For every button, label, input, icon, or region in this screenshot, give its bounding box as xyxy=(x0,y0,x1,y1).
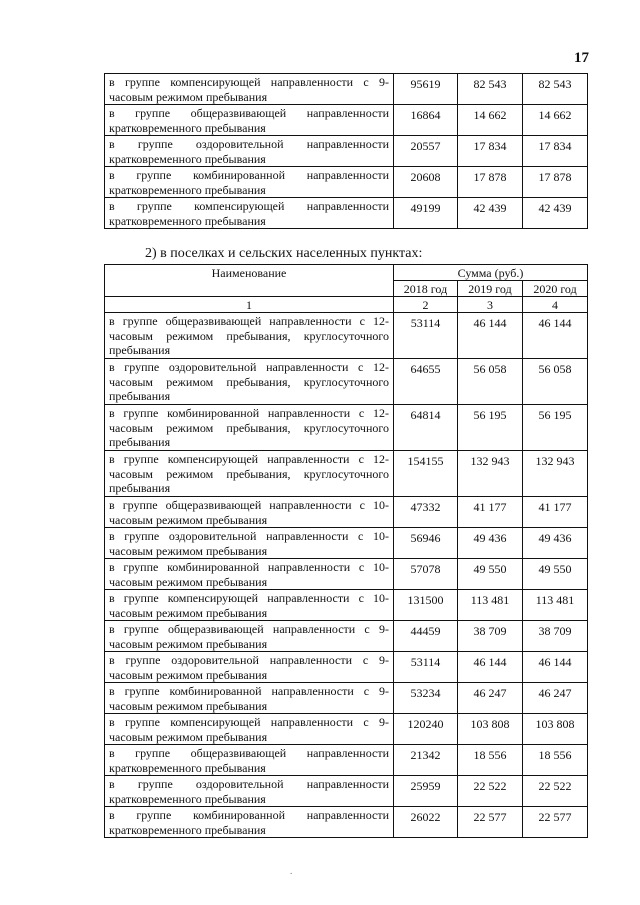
value-2019-cell: 41 177 xyxy=(458,497,523,528)
header-name: Наименование xyxy=(105,265,394,297)
value-2020-cell: 41 177 xyxy=(523,497,588,528)
value-2019-cell: 46 144 xyxy=(458,313,523,359)
group-name-cell: в группе комбинированной направленности кратковременного пребывания xyxy=(105,167,394,198)
value-2020-cell: 46 144 xyxy=(523,652,588,683)
value-2020-cell: 18 556 xyxy=(523,745,588,776)
value-2018-cell: 64814 xyxy=(394,405,458,451)
table-row xyxy=(105,198,588,229)
value-2020-cell: 22 577 xyxy=(523,807,588,838)
page-number: 17 xyxy=(574,50,589,66)
value-2019-cell: 49 550 xyxy=(458,559,523,590)
table-row xyxy=(105,74,588,105)
table-cities-continued xyxy=(104,73,588,229)
group-name-cell: в группе компенсирующей направленности с 9-часовым режимом пребывания xyxy=(105,714,394,745)
table-villages xyxy=(104,264,588,838)
value-2020-cell: 14 662 xyxy=(523,105,588,136)
group-name-cell: в группе оздоровительной направленности с 9-часовым режимом пребывания xyxy=(105,652,394,683)
value-2018-cell: 49199 xyxy=(394,198,458,229)
value-2018-cell: 154155 xyxy=(394,451,458,497)
value-2020-cell: 38 709 xyxy=(523,621,588,652)
value-2018-cell: 53234 xyxy=(394,683,458,714)
value-2018-cell: 44459 xyxy=(394,621,458,652)
header-col-4: 4 xyxy=(523,297,588,313)
group-name-cell: в группе компенсирующей направленности с 12-часовым режимом пребывания, круглосуточного пребывания xyxy=(105,451,394,497)
value-2020-cell: 22 522 xyxy=(523,776,588,807)
header-col-2: 2 xyxy=(394,297,458,313)
group-name-cell: в группе оздоровительной направленности кратковременного пребывания xyxy=(105,776,394,807)
group-name-cell: в группе общеразвивающей направленности кратковременного пребывания xyxy=(105,105,394,136)
group-name-cell: в группе компенсирующей направленности кратковременного пребывания xyxy=(105,198,394,229)
value-2020-cell: 46 247 xyxy=(523,683,588,714)
value-2018-cell: 16864 xyxy=(394,105,458,136)
table-row xyxy=(105,105,588,136)
table-row xyxy=(105,528,588,559)
value-2018-cell: 131500 xyxy=(394,590,458,621)
group-name-cell: в группе компенсирующей направленности с 9-часовым режимом пребывания xyxy=(105,74,394,105)
value-2018-cell: 26022 xyxy=(394,807,458,838)
group-name-cell: в группе комбинированной направленности с 9-часовым режимом пребывания xyxy=(105,683,394,714)
table-row xyxy=(105,776,588,807)
header-2020: 2020 год xyxy=(523,281,588,297)
value-2019-cell: 22 522 xyxy=(458,776,523,807)
value-2020-cell: 46 144 xyxy=(523,313,588,359)
group-name-cell: в группе комбинированной направленности с 10-часовым режимом пребывания xyxy=(105,559,394,590)
table-row xyxy=(105,497,588,528)
value-2018-cell: 53114 xyxy=(394,313,458,359)
table-row xyxy=(105,745,588,776)
value-2018-cell: 120240 xyxy=(394,714,458,745)
value-2019-cell: 22 577 xyxy=(458,807,523,838)
value-2018-cell: 20608 xyxy=(394,167,458,198)
group-name-cell: в группе общеразвивающей направленности с 10-часовым режимом пребывания xyxy=(105,497,394,528)
value-2019-cell: 82 543 xyxy=(458,74,523,105)
table-row xyxy=(105,652,588,683)
value-2018-cell: 53114 xyxy=(394,652,458,683)
value-2020-cell: 103 808 xyxy=(523,714,588,745)
group-name-cell: в группе комбинированной направленности кратковременного пребывания xyxy=(105,807,394,838)
table-row xyxy=(105,451,588,497)
section-caption: 2) в поселках и сельских населенных пунктах: xyxy=(145,246,423,261)
table-row xyxy=(105,621,588,652)
value-2018-cell: 21342 xyxy=(394,745,458,776)
header-col-3: 3 xyxy=(458,297,523,313)
value-2019-cell: 17 834 xyxy=(458,136,523,167)
table-row xyxy=(105,807,588,838)
value-2020-cell: 49 550 xyxy=(523,559,588,590)
table-row xyxy=(105,313,588,359)
value-2020-cell: 17 834 xyxy=(523,136,588,167)
value-2019-cell: 56 195 xyxy=(458,405,523,451)
value-2019-cell: 17 878 xyxy=(458,167,523,198)
value-2019-cell: 103 808 xyxy=(458,714,523,745)
value-2018-cell: 25959 xyxy=(394,776,458,807)
value-2019-cell: 18 556 xyxy=(458,745,523,776)
table-row xyxy=(105,559,588,590)
group-name-cell: в группе общеразвивающей направленности с 9-часовым режимом пребывания xyxy=(105,621,394,652)
table-row xyxy=(105,359,588,405)
table2-header xyxy=(105,265,588,313)
value-2019-cell: 14 662 xyxy=(458,105,523,136)
group-name-cell: в группе комбинированной направленности с 12-часовым режимом пребывания, круглосуточного пребывания xyxy=(105,405,394,451)
scan-mark: . xyxy=(290,866,293,876)
value-2020-cell: 56 195 xyxy=(523,405,588,451)
value-2020-cell: 113 481 xyxy=(523,590,588,621)
value-2019-cell: 56 058 xyxy=(458,359,523,405)
table1-body xyxy=(105,74,588,229)
group-name-cell: в группе компенсирующей направленности с 10-часовым режимом пребывания xyxy=(105,590,394,621)
value-2019-cell: 38 709 xyxy=(458,621,523,652)
group-name-cell: в группе общеразвивающей направленности кратковременного пребывания xyxy=(105,745,394,776)
value-2019-cell: 42 439 xyxy=(458,198,523,229)
value-2020-cell: 132 943 xyxy=(523,451,588,497)
value-2018-cell: 64655 xyxy=(394,359,458,405)
value-2020-cell: 82 543 xyxy=(523,74,588,105)
header-2018: 2018 год xyxy=(394,281,458,297)
table-row xyxy=(105,590,588,621)
table-row xyxy=(105,683,588,714)
group-name-cell: в группе оздоровительной направленности кратковременного пребывания xyxy=(105,136,394,167)
value-2020-cell: 56 058 xyxy=(523,359,588,405)
value-2019-cell: 132 943 xyxy=(458,451,523,497)
value-2019-cell: 49 436 xyxy=(458,528,523,559)
value-2018-cell: 95619 xyxy=(394,74,458,105)
group-name-cell: в группе общеразвивающей направленности с 12-часовым режимом пребывания, круглосуточного пребывания xyxy=(105,313,394,359)
table-row xyxy=(105,167,588,198)
table-row xyxy=(105,714,588,745)
value-2018-cell: 56946 xyxy=(394,528,458,559)
table-row xyxy=(105,405,588,451)
value-2019-cell: 113 481 xyxy=(458,590,523,621)
value-2018-cell: 20557 xyxy=(394,136,458,167)
value-2019-cell: 46 144 xyxy=(458,652,523,683)
group-name-cell: в группе оздоровительной направленности с 10-часовым режимом пребывания xyxy=(105,528,394,559)
value-2019-cell: 46 247 xyxy=(458,683,523,714)
value-2020-cell: 49 436 xyxy=(523,528,588,559)
value-2020-cell: 42 439 xyxy=(523,198,588,229)
value-2020-cell: 17 878 xyxy=(523,167,588,198)
header-sum: Сумма (руб.) xyxy=(394,265,588,281)
header-2019: 2019 год xyxy=(458,281,523,297)
table-row xyxy=(105,136,588,167)
value-2018-cell: 47332 xyxy=(394,497,458,528)
group-name-cell: в группе оздоровительной направленности с 12-часовым режимом пребывания, круглосуточного пребывания xyxy=(105,359,394,405)
value-2018-cell: 57078 xyxy=(394,559,458,590)
table2-body xyxy=(105,313,588,838)
header-col-1: 1 xyxy=(105,297,394,313)
